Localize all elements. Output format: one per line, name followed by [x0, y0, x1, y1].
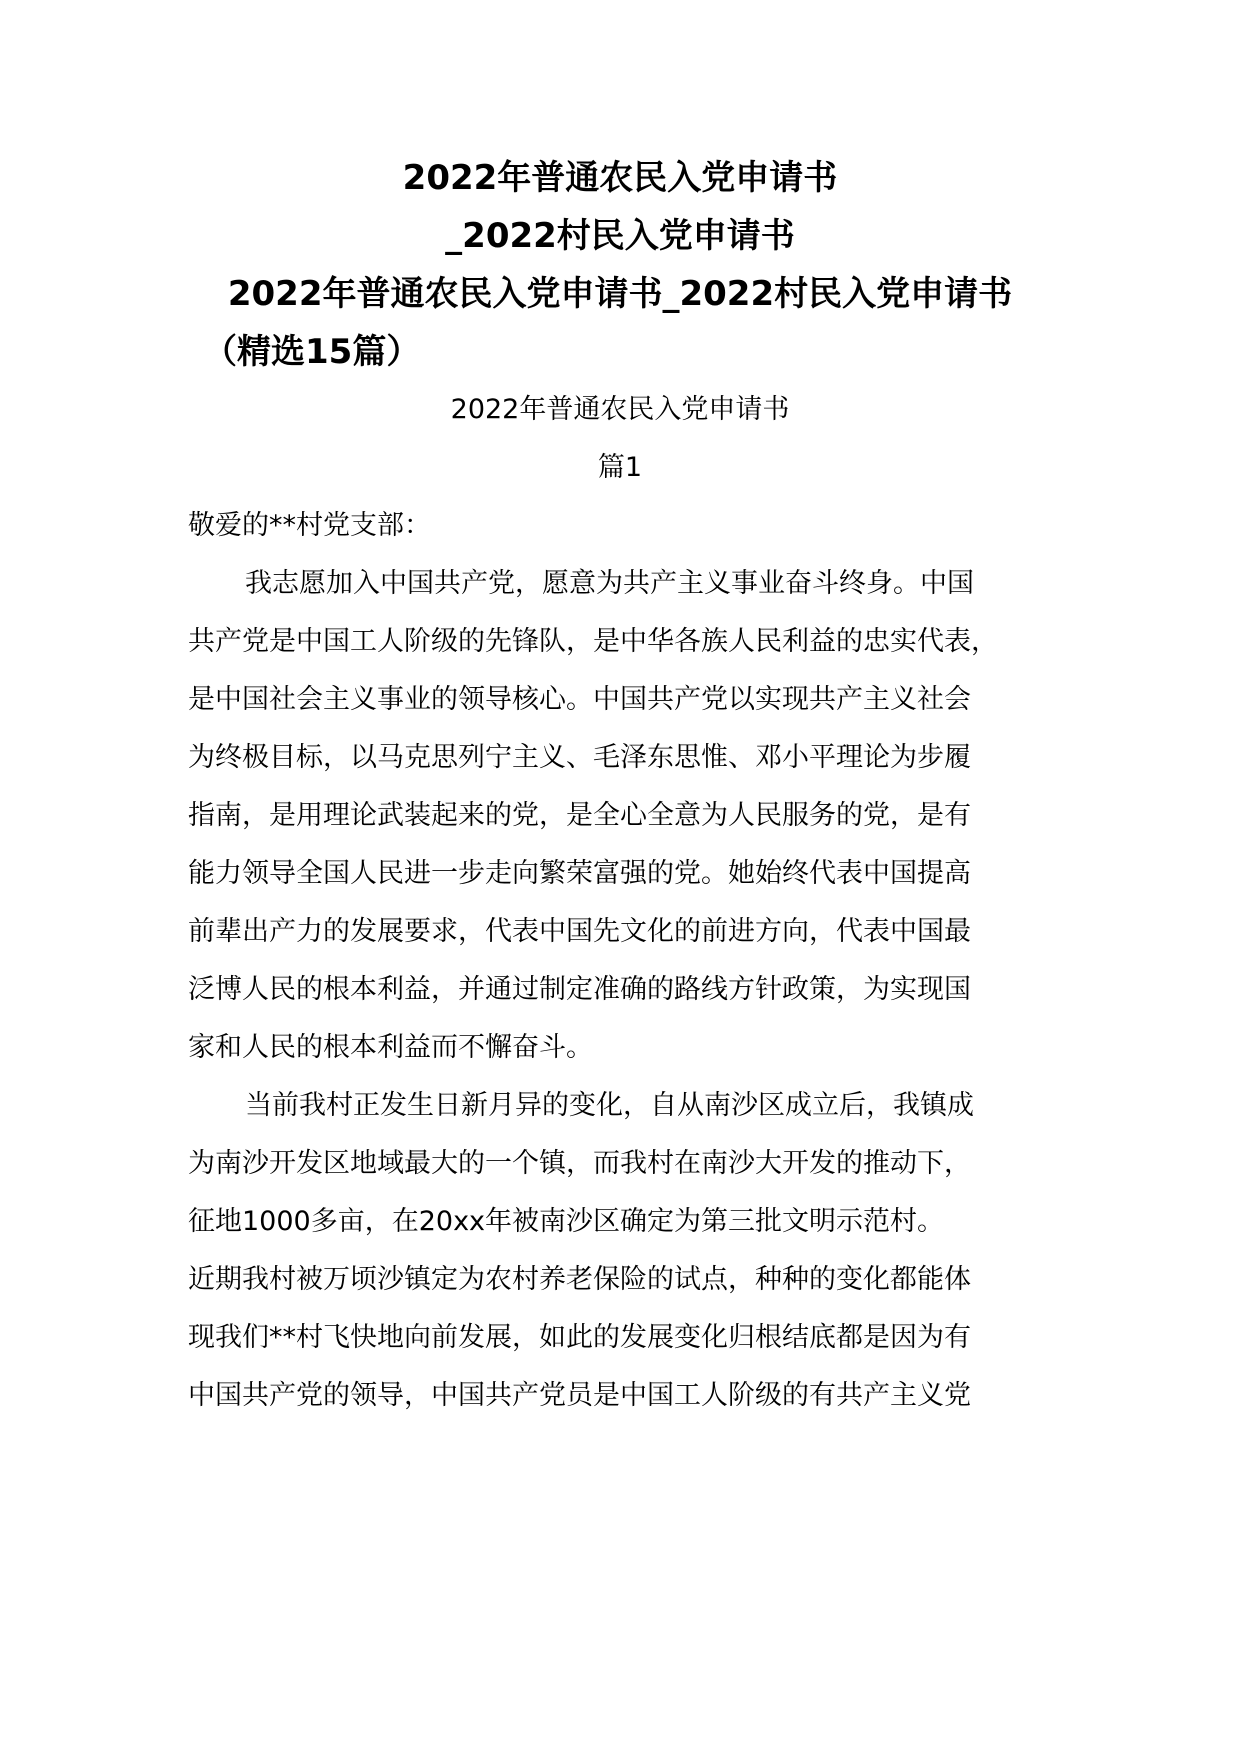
- paragraph-line: 能力领导全国人民进一步走向繁荣富强的党。她始终代表中国提高: [188, 858, 971, 889]
- salutation: 敬爱的**村党支部：: [188, 510, 431, 541]
- paragraph-line: 我志愿加入中国共产党，愿意为共产主义事业奋斗终身。中国: [245, 568, 974, 599]
- document-title-line-3: 2022年普通农民入党申请书_2022村民入党申请书: [227, 274, 1013, 314]
- paragraph-line: 现我们**村飞快地向前发展，如此的发展变化归根结底都是因为有: [188, 1322, 971, 1353]
- paragraph-line: 为南沙开发区地域最大的一个镇，而我村在南沙大开发的推动下，: [188, 1148, 971, 1179]
- paragraph-line: 为终极目标，以马克思列宁主义、毛泽东思惟、邓小平理论为步履: [188, 742, 971, 773]
- document-title-line-4: （精选15篇）: [203, 332, 421, 372]
- paragraph-line: 共产党是中国工人阶级的先锋队，是中华各族人民利益的忠实代表，: [188, 626, 998, 657]
- document-title-line-2: _2022村民入党申请书: [445, 216, 795, 256]
- paragraph-line: 当前我村正发生日新月异的变化，自从南沙区成立后，我镇成: [245, 1090, 974, 1121]
- paragraph-line: 泛博人民的根本利益，并通过制定准确的路线方针政策，为实现国: [188, 974, 971, 1005]
- paragraph-line: 指南，是用理论武装起来的党，是全心全意为人民服务的党，是有: [188, 800, 971, 831]
- document-title-line-1: 2022年普通农民入党申请书: [402, 158, 838, 198]
- paragraph-line: 是中国社会主义事业的领导核心。中国共产党以实现共产主义社会: [188, 684, 971, 715]
- section-label: 篇1: [597, 452, 643, 483]
- paragraph-line: 中国共产党的领导，中国共产党员是中国工人阶级的有共产主义党: [188, 1380, 971, 1411]
- paragraph-line: 家和人民的根本利益而不懈奋斗。: [188, 1032, 593, 1063]
- document-subtitle: 2022年普通农民入党申请书: [450, 394, 790, 425]
- paragraph-line: 近期我村被万顷沙镇定为农村养老保险的试点，种种的变化都能体: [188, 1264, 971, 1295]
- paragraph-line: 征地1000多亩，在20xx年被南沙区确定为第三批文明示范村。: [188, 1206, 945, 1237]
- paragraph-line: 前辈出产力的发展要求，代表中国先文化的前进方向，代表中国最: [188, 916, 971, 947]
